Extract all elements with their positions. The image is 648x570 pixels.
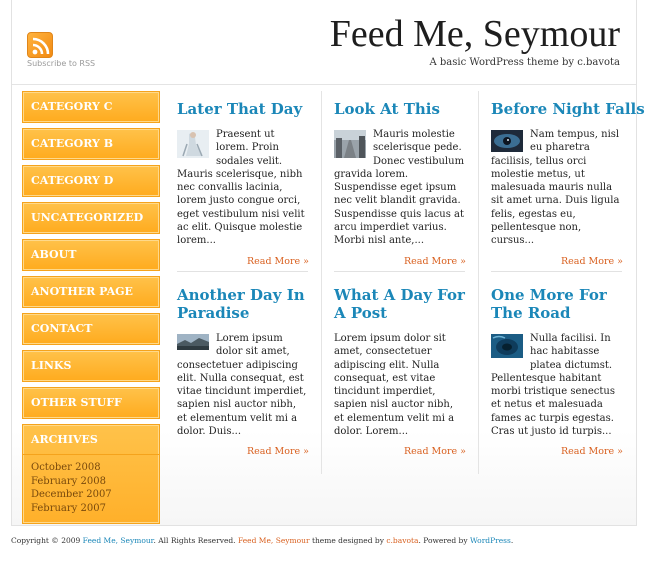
archive-link[interactable]: December 2007 — [31, 489, 112, 500]
post-thumbnail[interactable] — [177, 334, 209, 350]
post-card — [177, 286, 309, 457]
column-divider — [321, 91, 322, 474]
footer-end: . — [510, 536, 514, 545]
post-card — [334, 100, 466, 267]
post-thumbnail[interactable] — [491, 334, 523, 358]
sidebar-item-links[interactable]: LINKS — [22, 350, 160, 382]
sidebar-item-category-b[interactable]: CATEGORY B — [22, 128, 160, 160]
sidebar-item-another-page[interactable]: ANOTHER PAGE — [22, 276, 160, 308]
footer — [11, 536, 513, 545]
post-title[interactable]: Look At This — [334, 100, 440, 118]
post-excerpt: Mauris molestie scelerisque pede. Donec vestibulum gravida lorem. Suspendisse eget ipsum nec velit blandit gravida. Suspendisse quis lacus at arcu imperdiet varius. Morbi nisl ante,... — [334, 129, 465, 247]
read-more-link[interactable]: Read More » — [561, 255, 623, 267]
footer-site-link[interactable]: Feed Me, Seymour — [82, 536, 154, 545]
read-more-link[interactable]: Read More » — [404, 446, 466, 458]
post-excerpt: Praesent ut lorem. Proin sodales velit. Mauris scelerisque, nibh nec convallis lacinia, lorem justo congue orci, eget vestibulum nisi velit ac elit. Quisque molestie lorem... — [177, 129, 305, 247]
post-card — [334, 286, 466, 457]
read-more-link[interactable]: Read More » — [247, 255, 309, 267]
post-card — [491, 286, 623, 457]
footer-copyright: Copyright © 2009 — [11, 536, 81, 545]
page-frame — [11, 0, 645, 526]
post-thumbnail[interactable] — [334, 130, 366, 158]
site-tagline: A basic WordPress theme by c.bavota — [429, 57, 620, 68]
rss-label[interactable]: Subscribe to RSS — [27, 59, 96, 68]
sidebar-item-contact[interactable]: CONTACT — [22, 313, 160, 345]
row-divider — [491, 271, 622, 272]
post-title[interactable]: What A Day For A Post — [334, 286, 465, 322]
read-more-link[interactable]: Read More » — [561, 446, 623, 458]
archive-link[interactable]: October 2008 — [31, 462, 101, 473]
archives-widget — [22, 424, 160, 524]
sidebar-item-category-d[interactable]: CATEGORY D — [22, 165, 160, 197]
post-thumbnail[interactable] — [177, 130, 209, 158]
sidebar-item-uncategorized[interactable]: UNCATEGORIZED — [22, 202, 160, 234]
row-divider — [334, 271, 465, 272]
sidebar-item-category-c[interactable]: CATEGORY C — [22, 91, 160, 123]
post-title[interactable]: Another Day In Paradise — [177, 286, 305, 322]
post-card — [491, 100, 645, 267]
post-title[interactable]: Before Night Falls — [491, 100, 645, 118]
post-excerpt: Lorem ipsum dolor sit amet, consectetuer adipiscing elit. Nulla consequat, est vitae tincidunt imperdiet, sapien nisl auctor nibh, et elementum velit mi a dolor. Lorem... — [334, 333, 455, 438]
archive-link[interactable]: February 2007 — [31, 502, 106, 514]
rss-feed-icon[interactable] — [27, 32, 53, 58]
post-card — [177, 100, 309, 267]
footer-rights: . All Rights Reserved. — [153, 536, 236, 545]
footer-designed-by: theme designed by — [311, 536, 384, 545]
archives-heading: ARCHIVES — [23, 425, 159, 455]
post-title[interactable]: Later That Day — [177, 100, 303, 118]
post-title[interactable]: One More For The Road — [491, 286, 607, 322]
footer-theme-link[interactable]: Feed Me, Seymour — [237, 536, 310, 545]
row-divider — [177, 271, 308, 272]
read-more-link[interactable]: Read More » — [404, 255, 466, 267]
column-divider — [478, 91, 479, 474]
post-excerpt: Nam tempus, nisl eu pharetra facilisis, tellus orci molestie metus, ut malesuada mauris nulla sit amet urna. Duis ligula felis, egestas eu, pellentesque non, cursus... — [491, 129, 620, 247]
footer-wordpress-link[interactable]: WordPress — [469, 536, 511, 545]
read-more-link[interactable]: Read More » — [247, 446, 309, 458]
post-excerpt: Nulla facilisi. In hac habitasse platea dictumst. Pellentesque habitant morbi tristique senectus et netus et malesuada fames ac turpis egestas. Cras ut justo id turpis... — [491, 333, 615, 438]
archive-link[interactable]: February 2008 — [31, 475, 106, 487]
footer-powered: . Powered by — [418, 536, 468, 545]
sidebar-item-other-stuff[interactable]: OTHER STUFF — [22, 387, 160, 419]
footer-author-link[interactable]: c.bavota — [386, 536, 419, 545]
sidebar-item-about[interactable]: ABOUT — [22, 239, 160, 271]
site-title[interactable]: Feed Me, Seymour — [329, 13, 620, 55]
post-thumbnail[interactable] — [491, 130, 523, 152]
sidebar — [22, 91, 160, 524]
post-excerpt: Lorem ipsum dolor sit amet, consectetuer adipiscing elit. Nulla consequat, est vitae tincidunt imperdiet, sapien nisl auctor nibh, et elementum velit mi a dolor. Duis... — [177, 333, 307, 438]
header-divider — [12, 84, 636, 85]
